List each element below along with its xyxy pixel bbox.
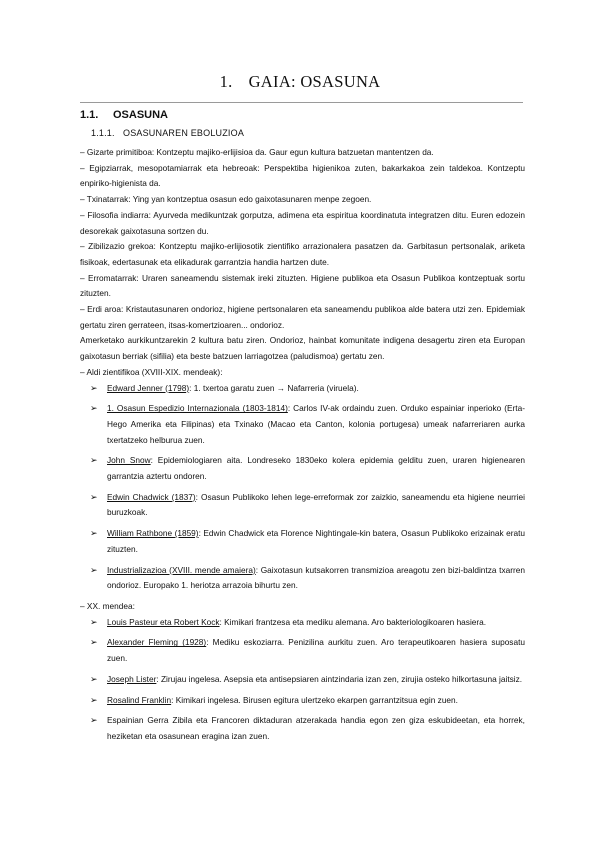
person-name: Alexander Fleming (1928) bbox=[107, 637, 207, 648]
page-title bbox=[0, 72, 600, 92]
paragraph: – Filosofia indiarra: Ayurveda medikuntzak gorputza, adimena eta espiritua koordinatuta integratzen ditu. Euren edozein desorekak gaixotasuna sortzen du. bbox=[80, 209, 525, 236]
subsection-number: 1.1.1. bbox=[91, 128, 115, 138]
item-text: : Edwin Chadwick eta Florence Nightingale-kin batera, Osasun Publikoko erizainak eratu zituzten. bbox=[107, 528, 525, 554]
item-text: : Gaixotasun kutsakorren transmizioa areagotu zen bizi-baldintza txarren ondorioz. Europako 1. heriotza arrazoia bihurtu zen. bbox=[107, 564, 525, 591]
title-number: 1. bbox=[219, 72, 233, 91]
paragraph: – Gizarte primitiboa: Kontzeptu majiko-erlijisioa da. Gaur egun kultura batzuetan mantentzen da. bbox=[80, 147, 434, 157]
arrow-bullet-icon: ➢ bbox=[90, 673, 98, 684]
list-item bbox=[80, 713, 525, 744]
paragraph: – Erromatarrak: Uraren saneamendu sistemak ireki zituzten. Higiene publikoa eta Osasun Publikoa kontzeptuak sortu zituzten. bbox=[80, 272, 525, 299]
arrow-bullet-icon: ➢ bbox=[90, 403, 98, 414]
paragraph: – Txinatarrak: Ying yan kontzeptua osasun edo gaixotasunaren menpe zegoen. bbox=[80, 194, 372, 205]
person-name: Edward Jenner (1798) bbox=[107, 382, 190, 393]
arrow-bullet-icon: ➢ bbox=[90, 491, 98, 502]
paragraph: – Erdi aroa: Kristautasunaren ondorioz, higiene pertsonalaren eta saneamendu publikoa alde batera utzi zen. Epidemiak gertatu ziren gerrateen, itsas-komertzioaren... ondorioz. bbox=[80, 304, 525, 330]
person-name: Rosalind Franklin bbox=[107, 694, 172, 705]
paragraph: – Egipziarrak, mesopotamiarrak eta hebreoak: Perspektiba higienikoa zuten, bakarkakoa zein taldekoa. Kontzeptu enpiriko-higienista da. bbox=[80, 162, 525, 189]
paragraph: Amerketako aurkikuntzarekin 2 kultura batu ziren. Ondorioz, hainbat komunitate indigena desagertu ziren eta Europan gaixotasun berriak (sifilia) eta beste batzuen larriagotzea (paludismoa) gertatu zen. bbox=[80, 335, 525, 362]
item-text: : Carlos IV-ak ordaindu zuen. Orduko espainiar inperioko (Erta-Hego Amerika eta Filipinas) eta Txinako (Macao eta Canton, kolonia portugesa) umeak nafarreriaren aurka txertatzeko helburua zuen. bbox=[107, 403, 525, 445]
person-name: Edwin Chadwick (1837) bbox=[107, 491, 196, 502]
title-text: GAIA: OSASUNA bbox=[248, 72, 381, 91]
arrow-bullet-icon: ➢ bbox=[90, 616, 98, 627]
list-item bbox=[80, 615, 525, 631]
arrow-bullet-icon: ➢ bbox=[90, 694, 98, 705]
item-text: : 1. txertoa garatu zuen → Nafarreria (viruela). bbox=[189, 382, 359, 393]
item-text: : Epidemiologiaren aita. Londreseko 1830eko kolera epidemia gelditu zuen, uraren higienearen garrantzia aztertu ondoren. bbox=[107, 455, 525, 482]
person-name: 1. Osasun Espedizio Internazionala (1803-1814) bbox=[107, 403, 288, 414]
list-item bbox=[80, 672, 525, 688]
era1-list bbox=[80, 381, 525, 594]
era-heading: – XX. mendea: bbox=[80, 600, 135, 611]
arrow-bullet-icon: ➢ bbox=[90, 715, 98, 726]
era-heading: – Aldi zientifikoa (XVIII-XIX. mendeak): bbox=[80, 366, 223, 377]
arrow-bullet-icon: ➢ bbox=[90, 564, 98, 575]
item-text: : Zirujau ingelesa. Asepsia eta antisepsiaren aintzindaria izan zen, zirujia osteko hilkortasuna jaitsiz. bbox=[156, 673, 523, 684]
section-heading bbox=[80, 109, 168, 121]
paragraph: – Zibilizazio grekoa: Kontzeptu majiko-erlijiosotik zientifiko arrazionalera pasatzen da. Garbitasun pertsonalak, ariketa fisikoak, edertasunak eta elikadurak garrantzia handia hartzen dute. bbox=[80, 241, 525, 267]
list-item bbox=[80, 526, 525, 557]
item-text: Espainian Gerra Zibila eta Francoren diktaduran atzerakada handia egon zen giza eskubideetan, eta horrek, heziketan eta osasunean eragina izan zuen. bbox=[107, 715, 525, 741]
section-number: 1.1. bbox=[80, 109, 99, 121]
document-body bbox=[80, 145, 525, 750]
list-item bbox=[80, 563, 525, 594]
person-name: John Snow bbox=[107, 455, 151, 466]
era2-list bbox=[80, 615, 525, 745]
list-item bbox=[80, 453, 525, 484]
item-text: : Mediku eskoziarra. Penizilina aurkitu zuen. Aro terapeutikoaren hasiera suposatu zuen. bbox=[107, 637, 525, 664]
person-name: Joseph Lister bbox=[107, 673, 157, 684]
title-divider bbox=[80, 102, 523, 103]
list-item bbox=[80, 381, 525, 397]
item-text: : Kimikari frantzesa eta mediku alemana. Aro bakteriologikoaren hasiera. bbox=[219, 616, 487, 627]
person-name: William Rathbone (1859) bbox=[107, 528, 199, 539]
item-text: : Osasun Publikoko lehen lege-erreformak zor zaizkio, saneamendu eta higiene neurriei buruzkoak. bbox=[107, 491, 525, 518]
list-item bbox=[80, 490, 525, 521]
person-name: Louis Pasteur eta Robert Kock bbox=[107, 616, 220, 627]
subsection-heading bbox=[91, 128, 244, 138]
arrow-bullet-icon: ➢ bbox=[90, 382, 98, 393]
person-name: Industrializazioa (XVIII. mende amaiera) bbox=[107, 564, 256, 575]
arrow-bullet-icon: ➢ bbox=[90, 528, 98, 539]
list-item bbox=[80, 635, 525, 666]
subsection-text: OSASUNAREN EBOLUZIOA bbox=[123, 128, 245, 138]
item-text: : Kimikari ingelesa. Birusen egitura ulertzeko ekarpen garrantzitsua egin zuen. bbox=[171, 694, 458, 705]
list-item bbox=[80, 693, 525, 709]
section-text: OSASUNA bbox=[113, 109, 169, 121]
arrow-bullet-icon: ➢ bbox=[90, 455, 98, 466]
list-item bbox=[80, 401, 525, 448]
arrow-bullet-icon: ➢ bbox=[90, 637, 98, 648]
